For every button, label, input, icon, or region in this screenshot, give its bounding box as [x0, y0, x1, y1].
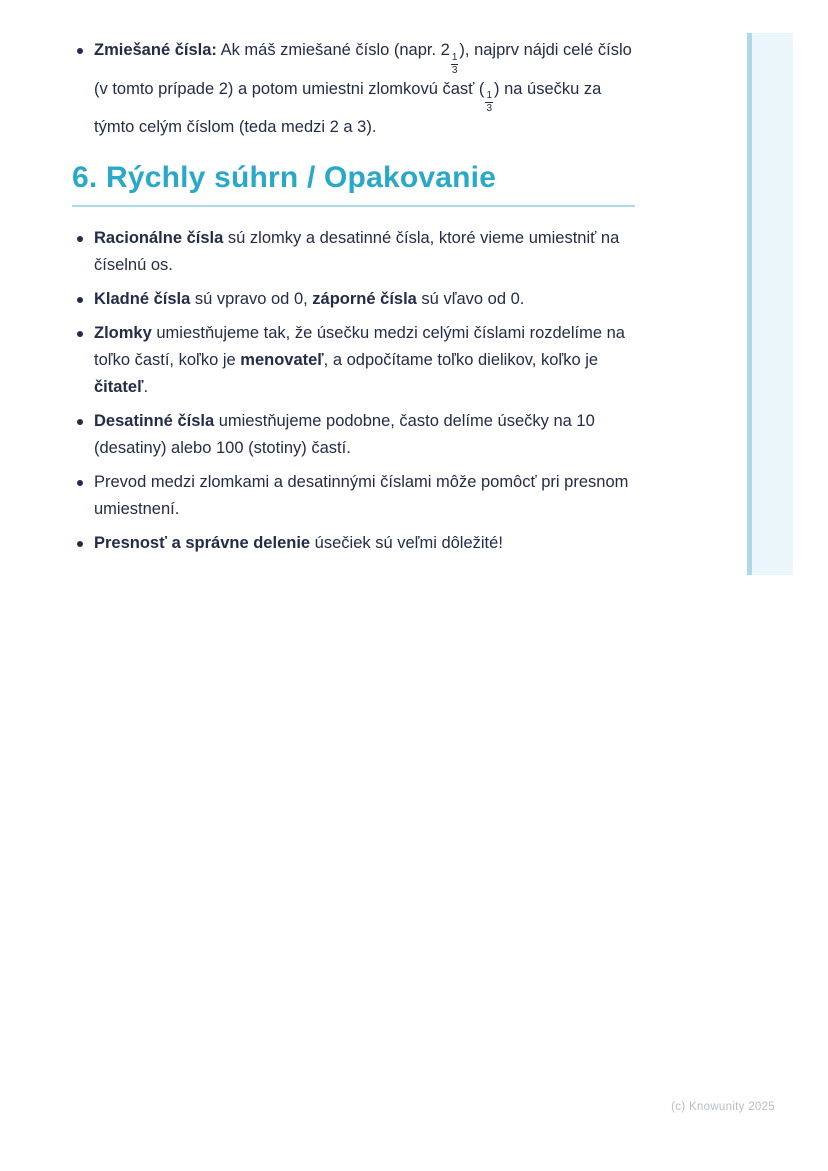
bold-text: Zmiešané čísla: — [94, 41, 217, 59]
body-text: umiestňujeme tak, že úsečku medzi celými číslami rozdelíme na toľko častí, koľko je — [94, 324, 625, 369]
fraction: $\frac{1}{3}$ — [451, 51, 458, 76]
list-item — [72, 469, 642, 523]
list-item — [72, 530, 642, 557]
bold-text: menovateľ — [240, 351, 324, 369]
bold-text: Kladné čísla — [94, 290, 191, 308]
body-text: sú zlomky a desatinné čísla, ktoré vieme umiestniť na číselnú os. — [94, 229, 620, 274]
document-content — [72, 37, 642, 564]
body-text: ), najprv nájdi celé číslo (v tomto prípade 2) a potom umiestni zlomkovú časť ( — [94, 41, 632, 98]
body-text: umiestňujeme podobne, často delíme úsečky na 10 (desatiny) alebo 100 (stotiny) častí. — [94, 412, 595, 457]
side-decoration-accent-line — [747, 33, 752, 575]
body-text: sú vpravo od 0, — [190, 290, 313, 308]
side-decoration-bar — [747, 33, 793, 575]
list-item — [72, 320, 642, 401]
bold-text: Zlomky — [94, 324, 152, 342]
bold-text: Presnosť a správne delenie — [94, 534, 311, 552]
footer-copyright: (c) Knowunity 2025 — [671, 1101, 775, 1113]
body-text: sú vľavo od 0. — [416, 290, 525, 308]
fraction: $\frac{1}{3}$ — [486, 90, 492, 114]
bold-text: Desatinné čísla — [94, 412, 215, 430]
list-item — [72, 225, 642, 279]
body-text: Ak máš zmiešané číslo (napr. 2 — [216, 41, 450, 59]
body-text: , a odpočítame toľko dielikov, koľko je — [323, 351, 599, 369]
summary-list — [72, 225, 642, 557]
body-text: . — [143, 378, 149, 396]
body-text: Prevod medzi zlomkami a desatinnými číslami môže pomôcť pri presnom umiestnení. — [94, 473, 629, 518]
body-text: ) na úsečku za týmto celým číslom (teda medzi 2 a 3). — [94, 79, 602, 136]
bold-text: čitateľ — [94, 378, 144, 396]
heading-underline — [72, 205, 635, 207]
bold-text: Racionálne čísla — [94, 229, 224, 247]
body-text: úsečiek sú veľmi dôležité! — [310, 534, 503, 552]
section-heading: 6. Rýchly súhrn / Opakovanie — [72, 161, 497, 194]
list-item — [72, 286, 642, 313]
bold-text: záporné čísla — [312, 290, 417, 308]
intro-list — [72, 37, 642, 141]
list-item — [72, 408, 642, 462]
list-item — [72, 37, 642, 141]
